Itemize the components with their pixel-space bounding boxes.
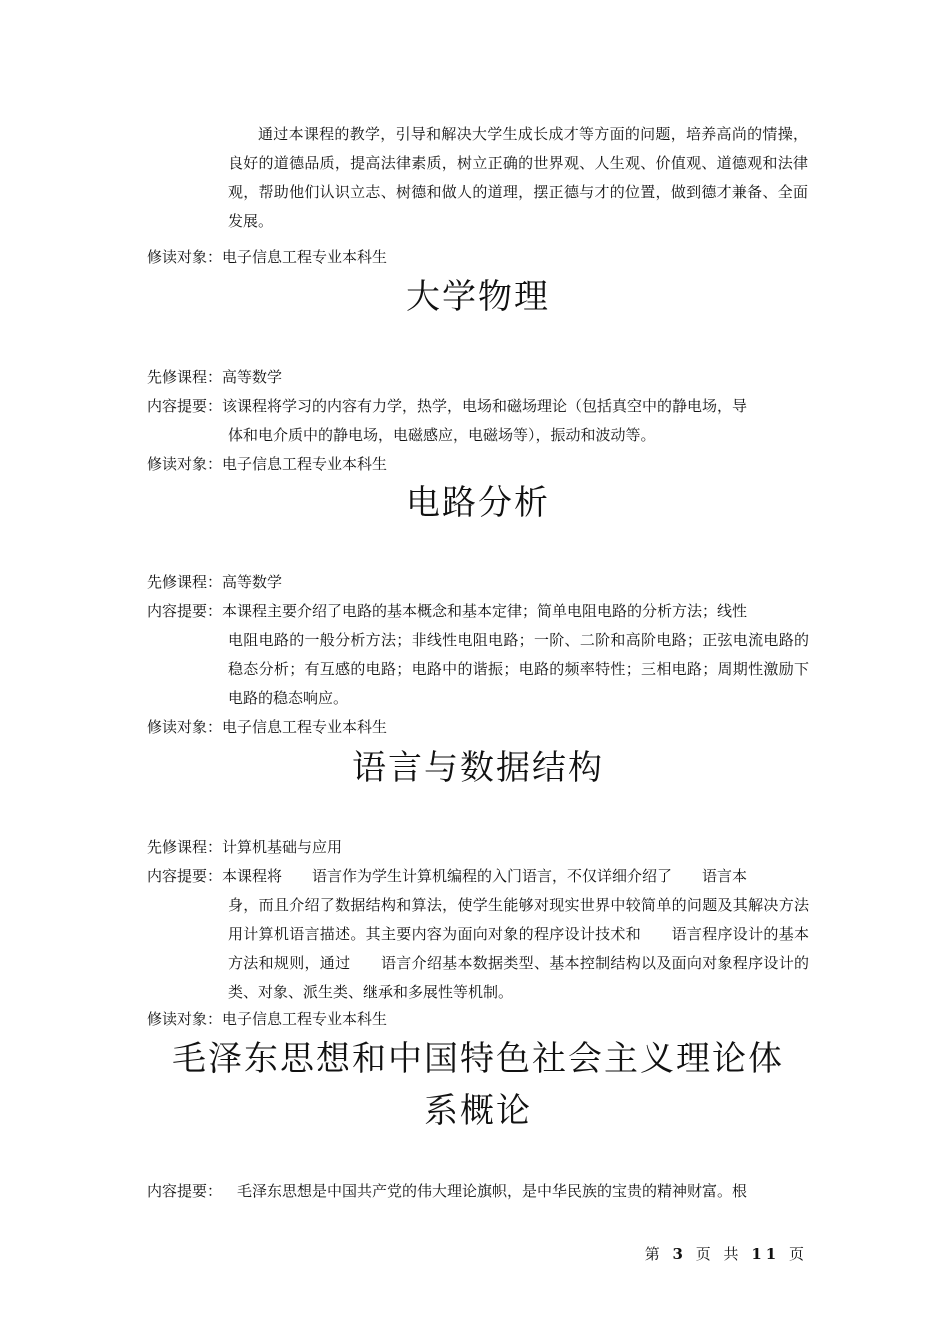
footer-mid: 页 共 — [695, 1245, 743, 1263]
maoism-content-row — [147, 1177, 809, 1206]
content-first-line: 该课程将学习的内容有力学，热学，电场和磁场理论（包括真空中的静电场，导 — [222, 397, 748, 415]
target-value: 电子信息工程专业本科生 — [222, 718, 388, 736]
page-footer — [645, 1244, 808, 1264]
target-label: 修读对象： — [147, 718, 223, 736]
course-title-circuits: 电路分析 — [406, 483, 550, 523]
content-continuation: 身，而且介绍了数据结构和算法，使学生能够对现实世界中较简单的问题及其解决方法用计算机语言描述。其主要内容为面向对象的程序设计技术和 语言程序设计的基本方法和规则，通过 语言介绍基本数据类型、基本控制结构以及面向对象程序设计的类、对象、派生类、继承和多展性等机制。 — [228, 896, 809, 1001]
content-first-line: 毛泽东思想是中国共产党的伟大理论旗帜，是中华民族的宝贵的精神财富。根 — [237, 1182, 748, 1200]
footer-pre: 第 — [644, 1245, 664, 1263]
target-label: 修读对象： — [147, 248, 223, 266]
target-label: 修读对象： — [147, 1010, 223, 1028]
prereq-value: 高等数学 — [222, 368, 283, 386]
content-continuation: 电阻电路的一般分析方法；非线性电阻电路；一阶、二阶和高阶电路；正弦电流电路的稳态分析；有互感的电路；电路中的谐振；电路的频率特性；三相电路；周期性激励下电路的稳态响应。 — [228, 631, 809, 707]
physics-target-row — [147, 450, 809, 479]
course-title-physics: 大学物理 — [406, 277, 550, 317]
target-value: 电子信息工程专业本科生 — [222, 248, 388, 266]
datastruct-target-row — [147, 1005, 809, 1034]
circuits-content — [147, 597, 809, 713]
content-label: 内容提要： — [147, 867, 223, 885]
content-continuation: 体和电介质中的静电场，电磁感应，电磁场等），振动和波动等。 — [228, 426, 656, 444]
footer-page-number: 3 — [672, 1245, 687, 1263]
prereq-label: 先修课程： — [147, 368, 223, 386]
target-label: 修读对象： — [147, 455, 223, 473]
prereq-value: 计算机基础与应用 — [222, 838, 343, 856]
content-label: 内容提要： — [147, 1182, 223, 1200]
physics-content — [147, 392, 809, 450]
prereq-value: 高等数学 — [222, 573, 283, 591]
datastruct-content — [147, 862, 809, 1007]
footer-post: 页 — [788, 1245, 808, 1263]
content-first-line: 本课程主要介绍了电路的基本概念和基本定律；简单电阻电路的分析方法；线性 — [222, 602, 748, 620]
prereq-label: 先修课程： — [147, 573, 223, 591]
datastruct-prereq-row — [147, 833, 809, 862]
content-label: 内容提要： — [147, 602, 223, 620]
course-title-maoism-line1: 毛泽东思想和中国特色社会主义理论体 — [172, 1039, 784, 1079]
circuits-target-row — [147, 713, 809, 742]
content-label: 内容提要： — [147, 397, 223, 415]
footer-total-pages: 11 — [751, 1245, 781, 1263]
course-title-datastruct: 语言与数据结构 — [352, 748, 604, 788]
physics-prereq-row — [147, 363, 809, 392]
target-value: 电子信息工程专业本科生 — [222, 1010, 388, 1028]
target-value: 电子信息工程专业本科生 — [222, 455, 388, 473]
intro-target-row — [147, 243, 809, 272]
course-title-maoism-line2: 系概论 — [424, 1091, 532, 1131]
content-first-line: 本课程将 语言作为学生计算机编程的入门语言，不仅详细介绍了 语言本 — [222, 867, 748, 885]
intro-paragraph: 通过本课程的教学，引导和解决大学生成长成才等方面的问题，培养高尚的情操，良好的道德品质，提高法律素质，树立正确的世界观、人生观、价值观、道德观和法律观，帮助他们认识立志、树德和做人的道理，摆正德与才的位置，做到德才兼备、全面发展。 — [228, 125, 808, 230]
circuits-prereq-row — [147, 568, 809, 597]
prereq-label: 先修课程： — [147, 838, 223, 856]
